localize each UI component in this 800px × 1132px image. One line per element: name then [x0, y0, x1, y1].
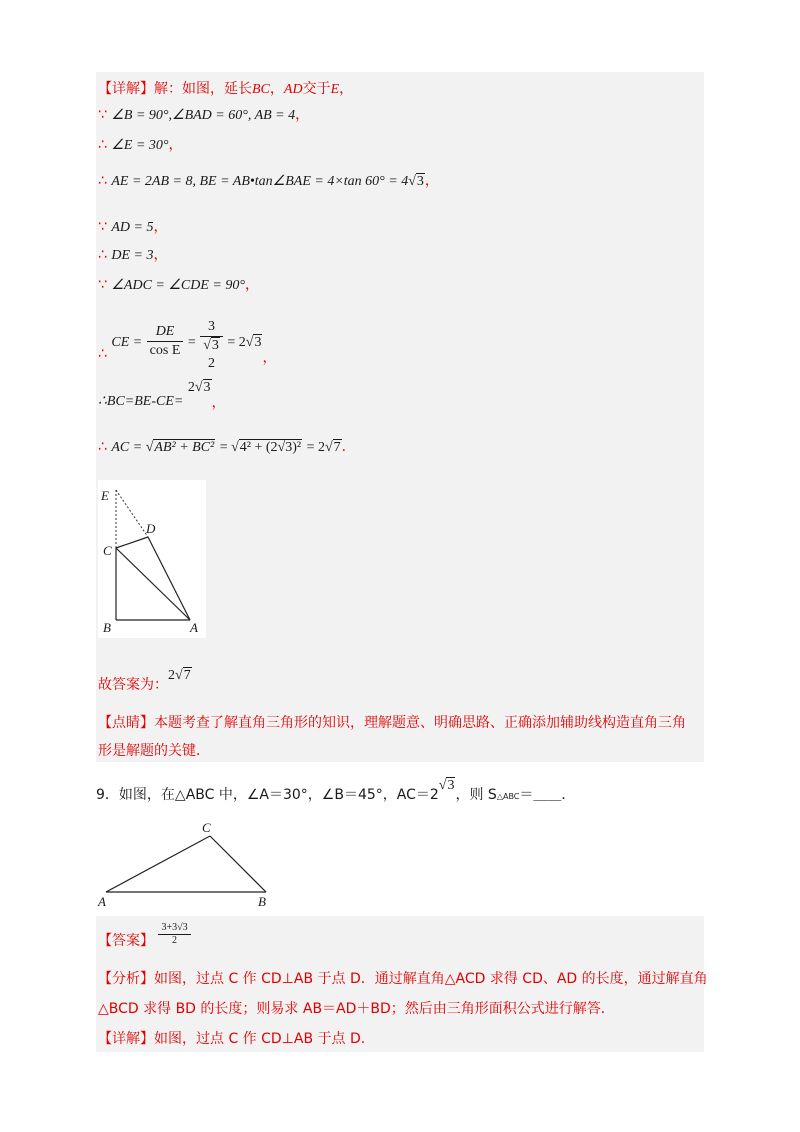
answer-9: 【答案】 $\frac{3+3√3}{2}$ [98, 922, 191, 952]
figure-2 [96, 818, 276, 908]
segment-ac [106, 836, 210, 892]
point-line-1: 【点睛】本题考查了解直角三角形的知识，理解题意、明确思路、正确添加辅助线构造直角三角 [98, 715, 686, 731]
step-line-5: ∵ AD = 5， [98, 219, 168, 235]
label-b: B [103, 620, 111, 635]
answer-line: 故答案为：2√7 [98, 668, 191, 693]
label-a: A [98, 894, 106, 908]
step-line-8: ∴ CE = $\frac{DE}{\text{cos E}}$ = 3 √3 2 = 2√3， [98, 319, 277, 371]
label-e: E [101, 488, 109, 503]
point-line-2: 形是解题的关键． [98, 743, 210, 759]
label-d: D [146, 521, 156, 536]
label-c: C [103, 543, 112, 558]
segment-cb [210, 836, 266, 892]
step-line-3: ∴ ∠E = 30°， [98, 137, 183, 153]
step-line-4: ∴ AE = 2AB = 8, BE = AB•tan∠BAE = 4×tan 60° = 4√3， [98, 173, 439, 189]
figure-1 [98, 480, 206, 638]
analysis-9-line-2: △BCD 求得 BD 的长度；则易求 AB＝AD＋BD；然后由三角形面积公式进行解答． [98, 1001, 615, 1017]
step-line-7: ∵ ∠ADC = ∠CDE = 90°， [98, 277, 259, 293]
label-a: A [190, 620, 198, 635]
detail-9: 【详解】如图，过点 C 作 CD⊥AB 于点 D. [98, 1031, 366, 1047]
detail-line: 【详解】解：如图，延长BC，AD交于E， [98, 81, 354, 97]
question-9: 9．如图，在△ABC 中，∠A＝30°，∠B＝45°，AC＝2√3，则 S△ABC＝＿＿． [96, 778, 576, 803]
step-line-2: ∵ ∠B = 90°,∠BAD = 60°, AB = 4， [98, 107, 310, 123]
analysis-9-line-1: 【分析】如图，过点 C 作 CD⊥AB 于点 D．通过解直角△ACD 求得 CD、AD 的长度，通过解直角 [98, 971, 708, 987]
label-b: B [258, 894, 266, 908]
step-line-9: ∴BC=BE-CE= 2√3， [98, 380, 226, 411]
label-c: C [202, 820, 211, 835]
step-line-6: ∴ DE = 3， [98, 247, 168, 263]
step-line-10: ∴ AC = √AB² + BC² = √4² + (2√3)² = 2√7． [98, 439, 356, 455]
